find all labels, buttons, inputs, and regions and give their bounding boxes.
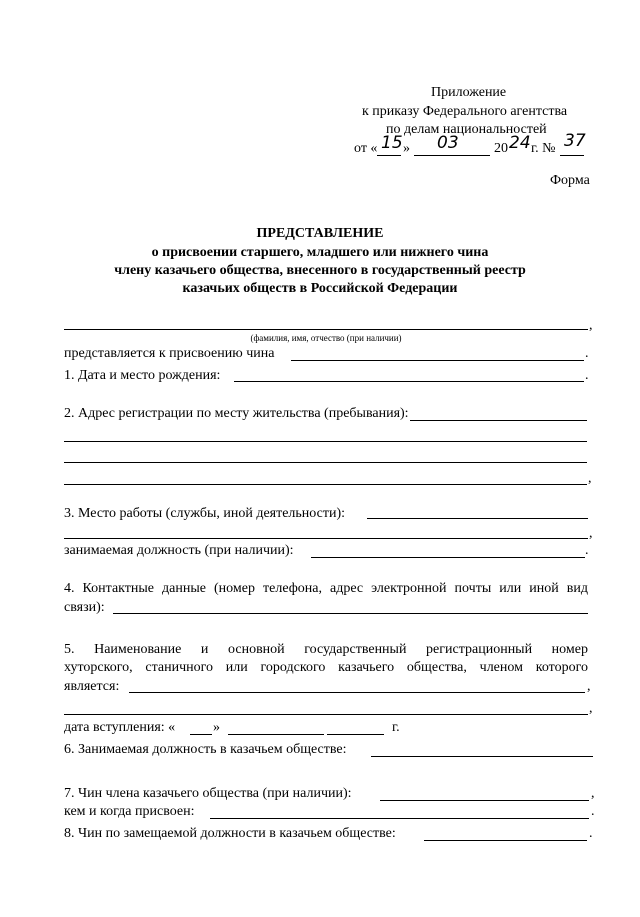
rank-member-field[interactable] — [380, 800, 589, 801]
address-field-2[interactable] — [64, 441, 587, 442]
document-subtitle-1: о присвоении старшего, младшего или нижнего чина — [151, 245, 489, 260]
order-reference: к приказу Федерального агентства — [362, 104, 568, 119]
birth-field[interactable] — [234, 381, 584, 382]
position-rank-label: 8. Чин по замещаемой должности в казачьем обществе: — [64, 826, 396, 841]
date-prefix: от « — [354, 141, 378, 156]
document-subtitle-3: казачьих обществ в Российской Федерации — [182, 281, 458, 296]
society-position-label: 6. Занимаемая должность в казачьем обществе: — [64, 742, 347, 757]
forma-label: Форма — [550, 173, 590, 188]
society-field-1[interactable] — [129, 692, 585, 693]
join-month-field[interactable] — [228, 734, 324, 735]
rank-label: представляется к присвоению чина — [64, 346, 275, 361]
fio-field[interactable] — [64, 329, 588, 330]
rank-assigned-field[interactable] — [210, 818, 589, 819]
join-year-suffix: г. — [392, 720, 400, 735]
address-field-4[interactable] — [64, 484, 587, 485]
day-line — [377, 155, 401, 156]
agency-name: по делам национальностей — [386, 122, 547, 137]
document-title: ПРЕДСТАВЛЕНИЕ — [256, 226, 384, 241]
contacts-label-2: связи): — [64, 600, 105, 615]
number-line — [560, 155, 584, 156]
birth-dot: . — [585, 368, 589, 383]
fio-comma: , — [589, 318, 593, 333]
birth-label: 1. Дата и место рождения: — [64, 368, 221, 383]
handwritten-number: 37 — [564, 131, 586, 151]
society-field-2[interactable] — [64, 714, 588, 715]
address-comma: , — [588, 471, 592, 486]
work-field-2[interactable] — [64, 538, 588, 539]
work-comma: , — [589, 526, 593, 541]
join-year-field[interactable] — [327, 734, 384, 735]
address-label: 2. Адрес регистрации по месту жительства (пребывания): — [64, 406, 409, 421]
rank-assigned-label: кем и когда присвоен: — [64, 804, 195, 819]
join-day-field[interactable] — [190, 734, 212, 735]
handwritten-year: 24 — [509, 133, 531, 153]
handwritten-day: 15 — [381, 133, 403, 153]
position-field[interactable] — [311, 557, 585, 558]
position-label: занимаемая должность (при наличии): — [64, 543, 294, 558]
address-field-1[interactable] — [410, 420, 587, 421]
address-field-3[interactable] — [64, 462, 587, 463]
contacts-field[interactable] — [113, 613, 588, 614]
work-label: 3. Место работы (службы, иной деятельности): — [64, 506, 346, 521]
handwritten-month: 03 — [437, 133, 459, 153]
join-date-mid: » — [213, 720, 220, 735]
document-subtitle-2: члену казачьего общества, внесенного в государственный реестр — [114, 263, 526, 278]
appendix-label: Приложение — [431, 85, 507, 100]
join-date-label: дата вступления: « — [64, 720, 176, 735]
year-prefix: 20 — [494, 141, 508, 156]
position-rank-dot: . — [589, 826, 593, 841]
month-line — [414, 155, 490, 156]
rank-member-label: 7. Чин члена казачьего общества (при наличии): — [64, 786, 352, 801]
society-label-3: является: — [64, 679, 120, 694]
society-comma-2: , — [589, 701, 593, 716]
position-rank-field[interactable] — [424, 840, 587, 841]
number-label: г. № — [531, 141, 556, 156]
rank-assigned-dot: . — [591, 804, 595, 819]
society-position-field[interactable] — [371, 756, 593, 757]
rank-member-comma: , — [591, 786, 595, 801]
rank-dot: . — [585, 346, 589, 361]
rank-field[interactable] — [291, 360, 584, 361]
society-comma-1: , — [587, 679, 591, 694]
date-mid: » — [403, 141, 410, 156]
contacts-label-1: 4. Контактные данные (номер телефона, адрес электронной почты или иной вид — [64, 581, 588, 596]
fio-caption: (фамилия, имя, отчество (при наличии) — [250, 333, 402, 343]
society-label-2: хуторского, станичного или городского казачьего общества, членом которого — [64, 660, 588, 675]
position-dot: . — [585, 543, 589, 558]
society-label-1: 5. Наименование и основной государственный регистрационный номер — [64, 642, 588, 657]
work-field-1[interactable] — [367, 518, 588, 519]
